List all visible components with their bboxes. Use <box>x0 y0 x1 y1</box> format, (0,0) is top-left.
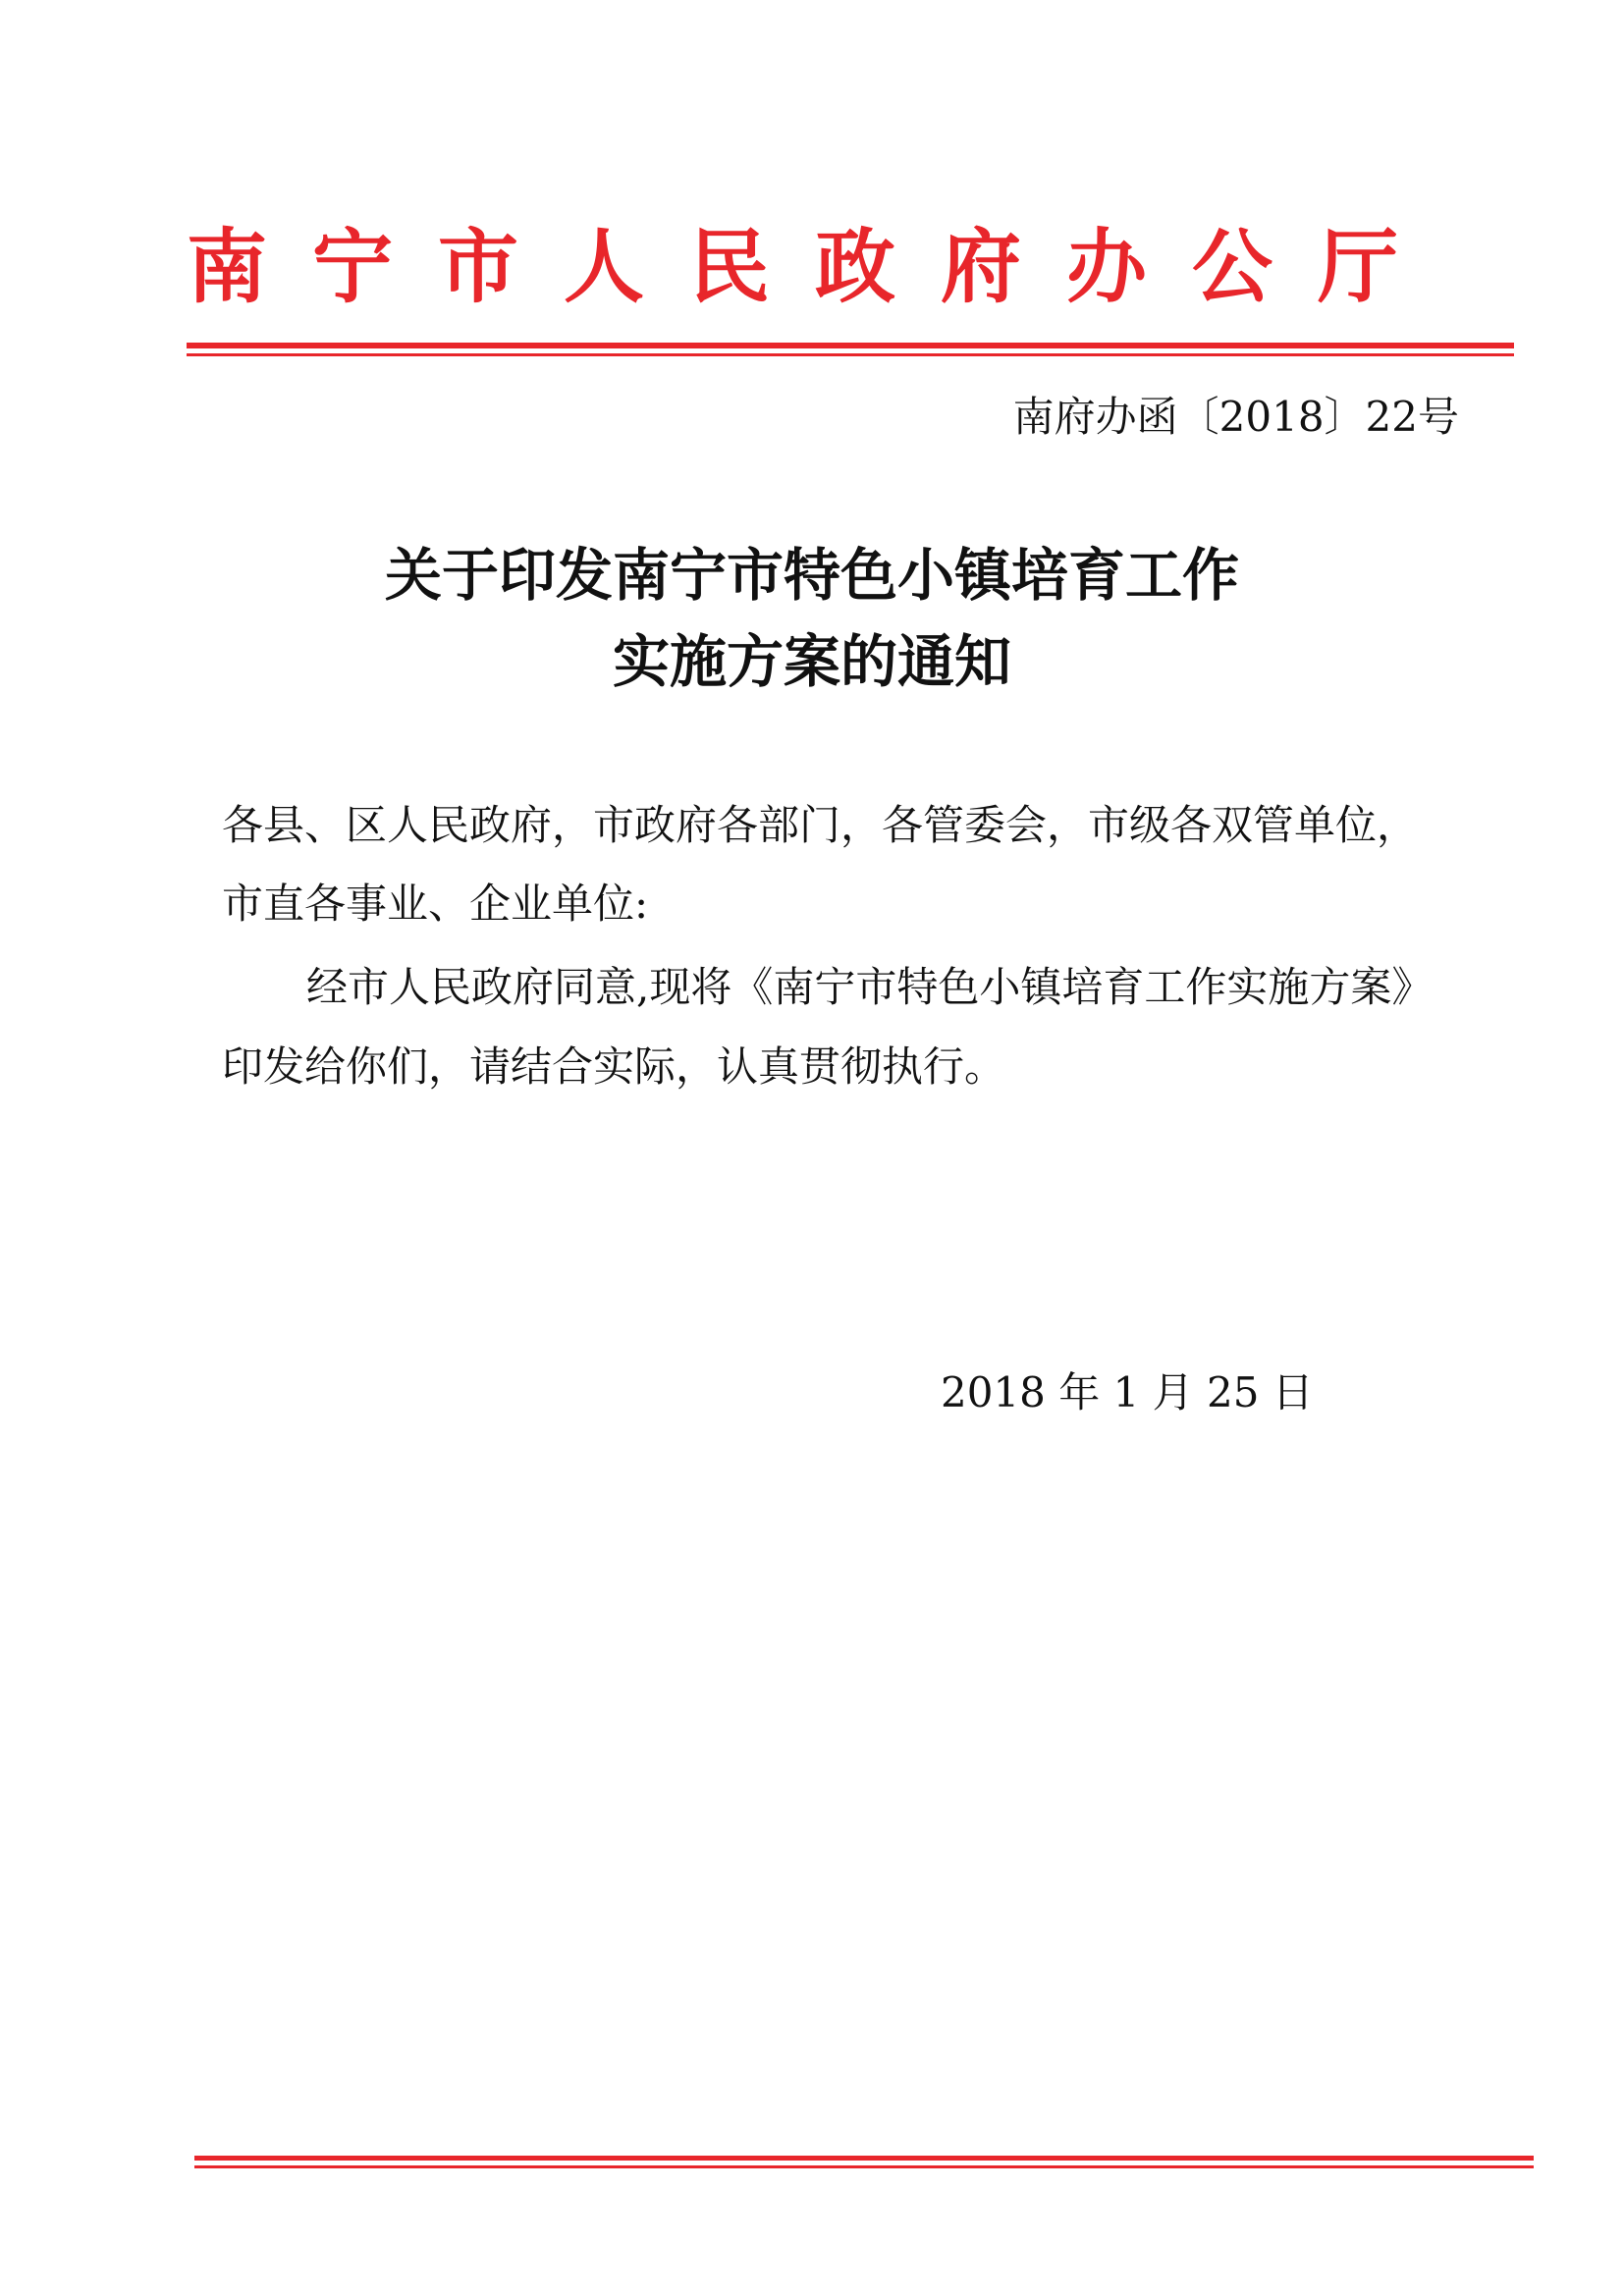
body-paragraph-line-2: 印发给你们，请结合实际，认真贯彻执行。 <box>222 1042 1006 1091</box>
recipients-line-2: 市直各事业、企业单位: <box>222 880 649 928</box>
document-number: 南府办函〔2018〕22号 <box>1012 393 1459 441</box>
letterhead-issuer: 南宁市人民政府办公厅 <box>187 221 1444 314</box>
issue-date: 2018 年 1 月 25 日 <box>941 1368 1314 1416</box>
document-title-line-2: 实施方案的通知 <box>612 628 1011 695</box>
footer-rule-thick <box>194 2156 1534 2161</box>
letterhead-rule-thick <box>187 343 1514 348</box>
body-paragraph-line-1: 经市人民政府同意,现将《南宁市特色小镇培育工作实施方案》 <box>306 963 1434 1011</box>
recipients-line-1: 各县、区人民政府，市政府各部门，各管委会，市级各双管单位， <box>222 801 1419 849</box>
letterhead-rule-thin <box>187 353 1514 356</box>
footer-rule-thin <box>194 2165 1534 2168</box>
document-title-line-1: 关于印发南宁市特色小镇培育工作 <box>384 542 1239 609</box>
